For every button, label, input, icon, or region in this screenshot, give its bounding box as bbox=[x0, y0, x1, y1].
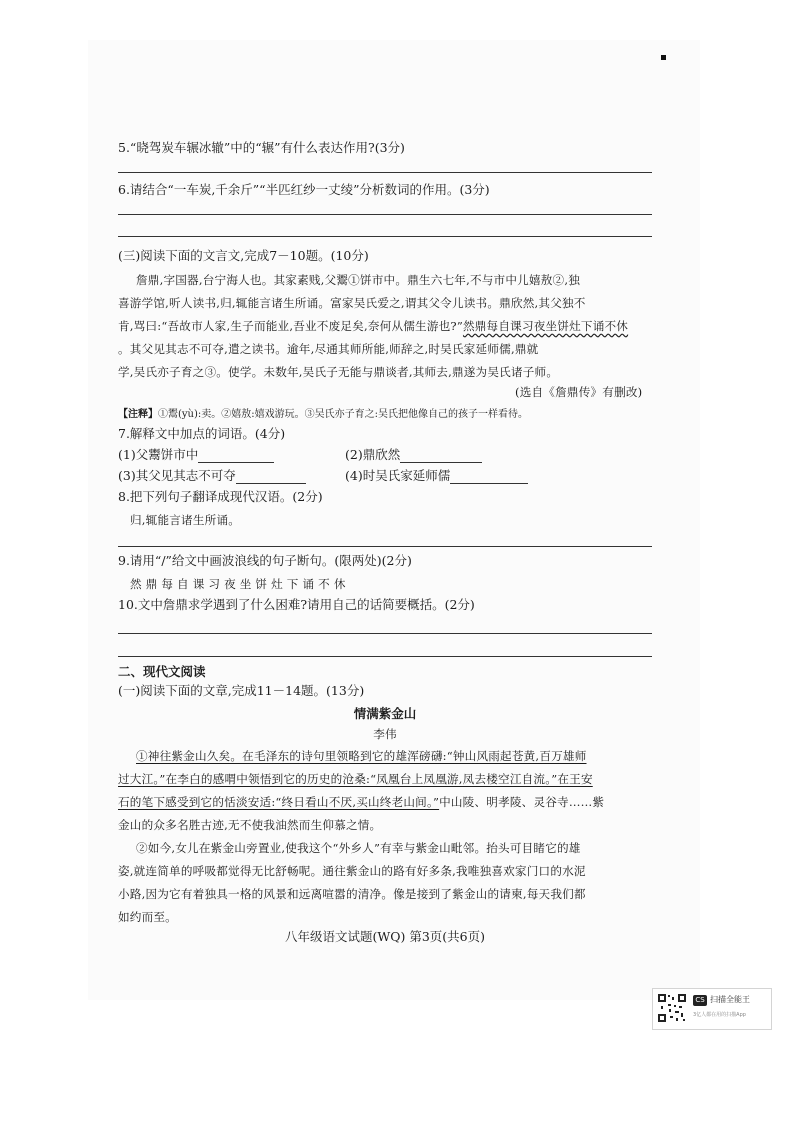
q7-answer-blank[interactable] bbox=[400, 450, 482, 463]
q7-item-2: (2)鼎欣然 bbox=[345, 447, 482, 463]
passage-text: 肯,骂曰:“吾故市人家,生子而能业,吾业不废足矣,奈何从儒生游也?” bbox=[118, 319, 463, 333]
passage-source: (选自《詹鼎传》有删改) bbox=[515, 385, 643, 399]
passage-line: 喜游学馆,听人读书,归,辄能言诸生所诵。富家吴氏爱之,谓其父令儿读书。鼎欣然,其父独不 bbox=[118, 296, 586, 310]
article-p1-line: 金山的众多名胜古迹,无不使我油然而生仰慕之情。 bbox=[118, 818, 382, 832]
scanner-tagline: 3亿人都在用的扫描App bbox=[693, 1012, 746, 1018]
q7-answer-blank[interactable] bbox=[450, 471, 528, 484]
article-p2-line: 如约而至。 bbox=[118, 910, 177, 924]
passage-line: 学,吴氏亦子育之③。使学。未数年,吴氏子无能与鼎谈者,其师去,鼎遂为吴氏诸子师。 bbox=[118, 365, 559, 379]
question-6: 6.请结合“一车炭,千余斤”“半匹红纱一丈绫”分析数词的作用。(3分) bbox=[118, 182, 490, 197]
article-p1-line: 石的笔下感受到它的恬淡安适:“终日看山不厌,买山终老山间。”中山陵、明孝陵、灵谷寺……紫 bbox=[118, 795, 605, 809]
qr-code-icon bbox=[657, 993, 687, 1023]
annotation-label: 【注释】 bbox=[118, 409, 158, 420]
scanner-watermark bbox=[652, 988, 772, 1030]
page-footer: 八年级语文试题(WQ) 第3页(共6页) bbox=[285, 929, 485, 944]
section3-heading: (三)阅读下面的文言文,完成7－10题。(10分) bbox=[118, 248, 369, 263]
article-p1-line: ①神往紫金山久矣。在毛泽东的诗句里领略到它的雄浑磅礴:“钟山风雨起苍黄,百万雄师 bbox=[136, 749, 587, 763]
part2-subheading: (一)阅读下面的文章,完成11－14题。(13分) bbox=[118, 683, 365, 698]
corner-mark bbox=[661, 55, 666, 60]
question-9: 9.请用“/”给文中画波浪线的句子断句。(限两处)(2分) bbox=[118, 553, 412, 568]
answer-line[interactable] bbox=[118, 214, 652, 215]
passage-line: 。其父见其志不可夺,遣之读书。逾年,尽通其师所能,师辞之,时吴氏家延师儒,鼎就 bbox=[118, 342, 539, 356]
answer-line[interactable] bbox=[118, 546, 652, 547]
passage-line: 詹鼎,字国器,台宁海人也。其家素贱,父鬻①饼市中。鼎生六七年,不与市中儿嬉敖②,独 bbox=[136, 273, 581, 287]
q7-item-4: (4)时吴氏家延师儒 bbox=[345, 468, 528, 484]
article-p2-line: 小路,因为它有着独具一格的风景和远离喧嚣的清净。像是接到了紫金山的请柬,每天我们都 bbox=[118, 887, 586, 901]
question-8: 8.把下列句子翻译成现代汉语。(2分) bbox=[118, 489, 323, 504]
q7-answer-blank[interactable] bbox=[236, 471, 306, 484]
article-author: 李伟 bbox=[373, 727, 397, 741]
article-title: 情满紫金山 bbox=[353, 706, 417, 721]
part2-heading: 二、现代文阅读 bbox=[118, 664, 206, 679]
passage-line bbox=[118, 318, 628, 334]
answer-line[interactable] bbox=[118, 656, 652, 657]
q7-answer-blank[interactable] bbox=[198, 450, 274, 463]
q8-sentence: 归,辄能言诸生所诵。 bbox=[130, 513, 241, 527]
wavy-sentence: 然鼎每自课习夜坐饼灶下诵不休 bbox=[462, 319, 629, 333]
answer-line[interactable] bbox=[118, 236, 652, 237]
question-5: 5.“晓驾炭车辗冰辙”中的“辗”有什么表达作用?(3分) bbox=[118, 140, 405, 155]
annotation bbox=[118, 407, 528, 423]
question-10: 10.文中詹鼎求学遇到了什么困难?请用自己的话简要概括。(2分) bbox=[118, 597, 475, 612]
scanner-app-name: 扫描全能王 bbox=[710, 995, 750, 1004]
q9-sentence: 然 鼎 每 自 课 习 夜 坐 饼 灶 下 诵 不 休 bbox=[130, 577, 346, 591]
q7-item-1: (1)父鬻饼市中 bbox=[118, 447, 274, 463]
q7-item-3: (3)其父见其志不可夺 bbox=[118, 468, 306, 484]
camscanner-logo: CS bbox=[693, 995, 707, 1006]
answer-line[interactable] bbox=[118, 633, 652, 634]
annotation-text: ①鬻(yù):卖。②嬉敖:嬉戏游玩。③吴氏亦子育之:吴氏把他像自己的孩子一样看待。 bbox=[158, 409, 528, 420]
question-7: 7.解释文中加点的词语。(4分) bbox=[118, 426, 286, 441]
article-p2-line: ②如今,女儿在紫金山旁置业,使我这个“外乡人”有幸与紫金山毗邻。抬头可目睹它的雄 bbox=[136, 841, 581, 855]
article-p1-line: 过大江。”在李白的感喟中领悟到它的历史的沧桑:“凤凰台上凤凰游,凤去楼空江自流。”在王安 bbox=[118, 772, 593, 786]
article-p2-line: 姿,就连简单的呼吸都觉得无比舒畅呢。通往紫金山的路有好多条,我唯独喜欢家门口的水泥 bbox=[118, 864, 586, 878]
answer-line[interactable] bbox=[118, 172, 652, 173]
